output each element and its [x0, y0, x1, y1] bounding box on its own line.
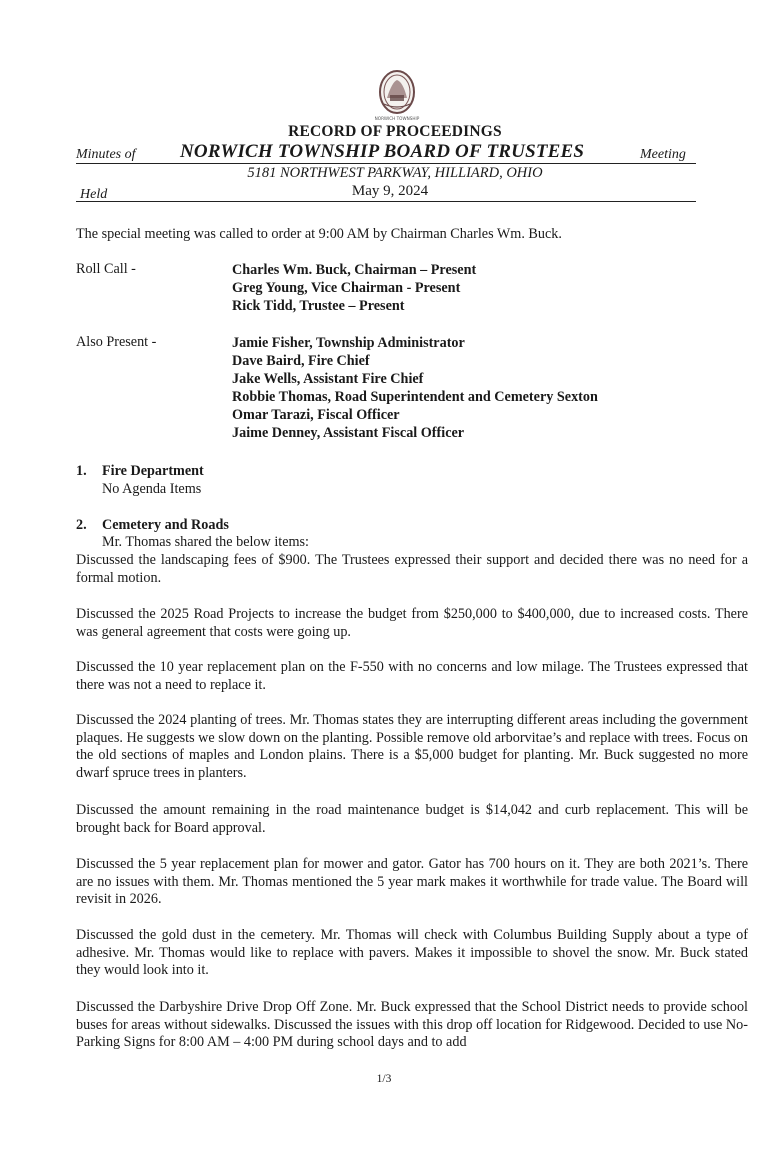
paragraph-road-projects: Discussed the 2025 Road Projects to increase the budget from $250,000 to $400,000, due to increased costs. There was general agreement that costs were going up. — [76, 606, 748, 640]
paragraph-tree-planting: Discussed the 2024 planting of trees. Mr. Thomas states they are interrupting different areas including the government plaques. He suggests we slow down on the planting. Possible remove old arborvitae’s and replace with trees. Focus on the old sections of maples and London plains. There is a $5,000 budget for planting. Mr. Buck suggested no more dwarf spruce trees in planters. — [76, 712, 748, 781]
also-present-name: Dave Baird, Fire Chief — [232, 353, 370, 369]
section-title-cemetery-roads: Cemetery and Roads — [102, 517, 229, 533]
roll-call-name: Charles Wm. Buck, Chairman – Present — [232, 262, 477, 278]
also-present-name: Jake Wells, Assistant Fire Chief — [232, 371, 424, 387]
also-present-list — [232, 334, 598, 442]
township-seal-icon — [372, 68, 422, 122]
roll-call-list — [232, 261, 476, 315]
address: 5181 NORTHWEST PARKWAY, HILLIARD, OHIO — [247, 165, 543, 181]
section-number: 1. — [76, 463, 87, 479]
header-rule-bottom — [76, 201, 696, 202]
also-present-name: Jamie Fisher, Township Administrator — [232, 335, 465, 351]
section-title-fire-department: Fire Department — [102, 463, 204, 479]
minutes-of-label: Minutes of — [76, 147, 136, 162]
roll-call-label: Roll Call - — [76, 261, 136, 277]
section-number: 2. — [76, 517, 87, 533]
also-present-name: Omar Tarazi, Fiscal Officer — [232, 407, 400, 423]
section-subtitle: No Agenda Items — [102, 481, 202, 497]
roll-call-name: Greg Young, Vice Chairman - Present — [232, 280, 461, 296]
also-present-label: Also Present - — [76, 334, 157, 350]
page-number: 1/3 — [376, 1073, 392, 1085]
paragraph-landscaping: Discussed the landscaping fees of $900. The Trustees expressed their support and decided there was no need for a formal motion. — [76, 552, 748, 586]
held-label: Held — [80, 187, 108, 202]
paragraph-gold-dust: Discussed the gold dust in the cemetery. Mr. Thomas will check with Columbus Building Supply about a type of adhesive. Mr. Thomas would like to replace with pavers. Makes it impossible to shovel the snow. Mr. Buck stated they would look into it. — [76, 927, 748, 978]
header-rule-top — [76, 163, 696, 164]
paragraph-drop-off-zone: Discussed the Darbyshire Drive Drop Off Zone. Mr. Buck expressed that the School District needs to provide school buses for areas without sidewalks. Discussed the issues with this drop off location for Ridgewood. Decided to use No-Parking Signs for 8:00 AM – 4:00 PM during school days and to add — [76, 999, 748, 1050]
also-present-name: Jaime Denney, Assistant Fiscal Officer — [232, 425, 465, 441]
seal-caption: NORWICH TOWNSHIP — [374, 116, 420, 121]
section-subtitle: Mr. Thomas shared the below items: — [102, 534, 309, 550]
paragraph-mower-gator: Discussed the 5 year replacement plan for mower and gator. Gator has 700 hours on it. They are both 2021’s. There are no issues with them. Mr. Thomas mentioned the 5 year mark makes it worthwhile for trade value. The Board will revisit in 2026. — [76, 856, 748, 907]
board-name: NORWICH TOWNSHIP BOARD OF TRUSTEES — [180, 141, 585, 162]
roll-call-name: Rick Tidd, Trustee – Present — [232, 298, 405, 314]
intro-paragraph: The special meeting was called to order at 9:00 AM by Chairman Charles Wm. Buck. — [76, 226, 562, 242]
paragraph-road-maintenance: Discussed the amount remaining in the road maintenance budget is $14,042 and curb replacement. This will be brought back for Board approval. — [76, 802, 748, 836]
held-date: May 9, 2024 — [351, 183, 429, 199]
also-present-name: Robbie Thomas, Road Superintendent and Cemetery Sexton — [232, 389, 598, 405]
paragraph-f550: Discussed the 10 year replacement plan on the F-550 with no concerns and low milage. The Trustees expressed that there was not a need to replace it. — [76, 659, 748, 693]
meeting-label: Meeting — [640, 147, 686, 162]
record-title: RECORD OF PROCEEDINGS — [288, 123, 502, 140]
